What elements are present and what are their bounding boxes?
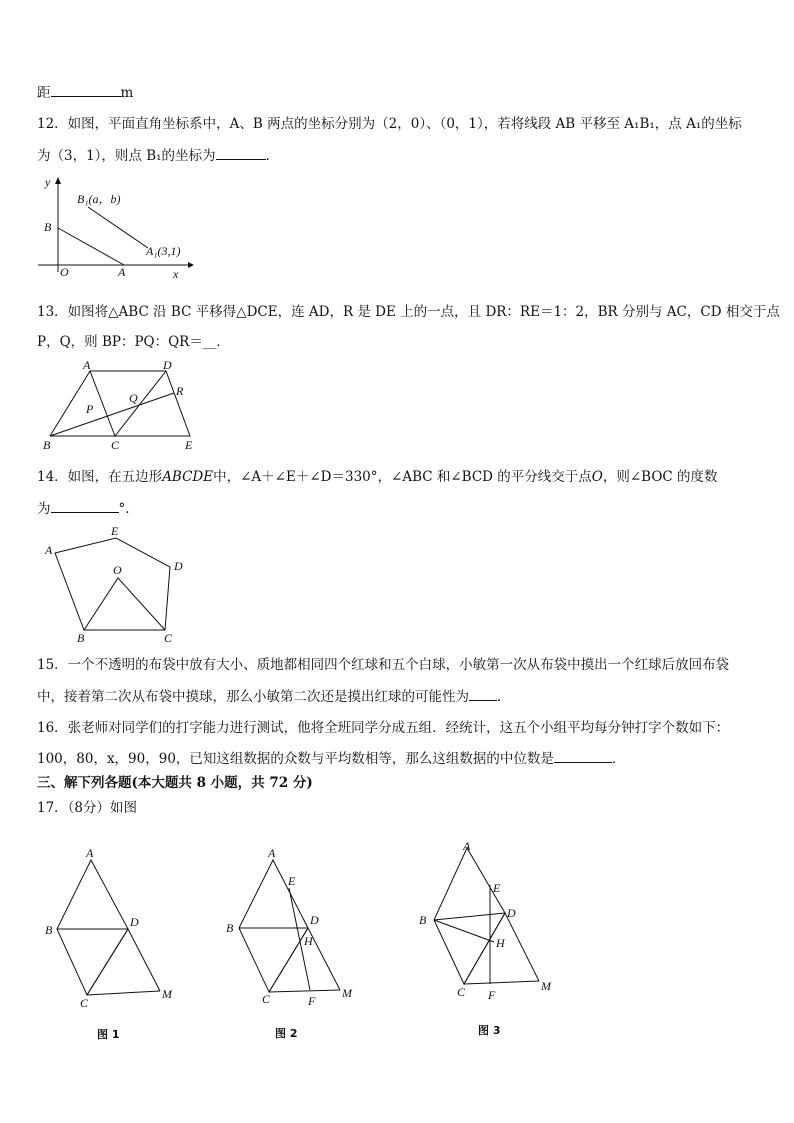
q15-line2-end: ．: [497, 689, 511, 705]
pentagon-name: ABCDE: [162, 469, 214, 485]
point-f-label: F: [488, 988, 496, 1002]
q16-line2-end: ．: [611, 751, 626, 767]
q12-line2-text: 为（3，1），则点 B₁的坐标为: [37, 148, 216, 164]
q17-figure-1: [40, 845, 190, 1045]
q13-line1: 13．如图将△ABC 沿 BC 平移得△DCE，连 AD，R 是 DE 上的一点，且 DR：RE＝1：2，BR 分别与 AC，CD 相交于点: [37, 304, 780, 320]
q12-line2: [37, 145, 279, 166]
point-e-label: E: [185, 438, 193, 452]
point-b-label: B: [45, 923, 53, 937]
q14-line2: [37, 498, 130, 519]
point-m-label: M: [162, 987, 172, 1001]
axis-y-label: y: [45, 175, 51, 189]
q16-line2-text: 100，80，x，90，90，已知这组数据的众数与平均数相等，那么这组数据的中位数是: [37, 751, 554, 767]
point-e-label: E: [288, 874, 296, 888]
section-heading: 三、解下列各题(本大题共 8 小题，共 72 分): [37, 775, 313, 791]
point-b-label: B: [226, 921, 234, 935]
point-b-label: B: [43, 438, 51, 452]
q13-line2: P，Q，则 BP：PQ：QR＝__．: [37, 334, 230, 350]
point-b1-label: B₁(a，b): [77, 192, 121, 206]
point-a-label: A: [83, 358, 91, 372]
point-r-label: R: [176, 384, 184, 398]
point-d-label: D: [163, 358, 172, 372]
q17-figure-3: [412, 838, 572, 1038]
point-a-label: A: [86, 846, 94, 860]
q12-line1: 12．如图，平面直角坐标系中，A、B 两点的坐标分别为（2，0）、（0，1），若将线段 AB 平移至 A₁B₁，点 A₁的坐标: [37, 116, 742, 132]
point-b-label: B: [77, 631, 85, 645]
axis-x-label: x: [173, 267, 179, 281]
q16-line2: [37, 748, 625, 769]
q15-line1: 15．一个不透明的布袋中放有大小、质地都相同四个红球和五个白球，小敏第一次从布袋中摸出一个红球后放回布袋: [37, 657, 730, 673]
q13-figure: [38, 358, 208, 453]
origin-label: O: [60, 265, 69, 279]
q17-head: 17．（8分）如图: [37, 800, 138, 816]
q14-line2-end: °.: [118, 501, 130, 517]
q14-line2-text: 为: [37, 501, 51, 517]
q12-figure: [30, 172, 200, 282]
q11-line: [37, 82, 133, 103]
point-e-label: E: [111, 524, 119, 538]
answer-blank: [554, 748, 612, 763]
point-o-label: O: [113, 563, 122, 577]
point-d-label: D: [310, 913, 319, 927]
point-a1-label: A₁(3,1): [146, 244, 181, 258]
q14-text-a: 14．如图，在五边形: [37, 469, 163, 485]
q11-suffix: m: [120, 85, 134, 101]
q15-line2-text: 中，接着第二次从布袋中摸球，那么小敏第二次还是摸出红球的可能性为: [37, 689, 469, 705]
q17-figure-2: [222, 845, 372, 1045]
q11-prefix: 距: [37, 85, 51, 101]
point-d-label: D: [174, 559, 183, 573]
point-b-label: B: [419, 913, 427, 927]
point-m-label: M: [541, 979, 551, 993]
point-p-label: P: [86, 402, 94, 416]
q14-text-b: 中，∠A＋∠E＋∠D＝330°，∠ABC 和∠BCD 的平分线交于点: [213, 469, 592, 485]
q12-line2-end: ．: [265, 148, 280, 164]
point-a-label: A: [268, 846, 276, 860]
point-o-name: O: [591, 469, 603, 485]
point-c-label: C: [262, 992, 271, 1006]
figure-caption: 图 2: [275, 1027, 298, 1040]
answer-blank: [51, 498, 119, 513]
point-m-label: M: [342, 986, 352, 1000]
figure-caption: 图 3: [478, 1024, 501, 1037]
point-a-label: A: [118, 265, 126, 279]
answer-blank: [216, 145, 266, 160]
point-c-label: C: [457, 985, 466, 999]
point-b-label: B: [44, 220, 52, 234]
point-f-label: F: [308, 994, 316, 1008]
answer-blank: [51, 82, 121, 97]
point-c-label: C: [80, 996, 89, 1010]
point-c-label: C: [111, 438, 120, 452]
q14-figure: [40, 520, 190, 645]
point-a-label: A: [463, 839, 471, 853]
point-c-label: C: [164, 631, 173, 645]
q14-line1: [37, 467, 718, 487]
q14-text-c: ，则∠BOC 的度数: [602, 469, 718, 485]
q15-line2: [37, 686, 511, 707]
point-a-label: A: [45, 543, 53, 557]
figure-caption: 图 1: [97, 1028, 120, 1041]
answer-blank: [469, 686, 497, 701]
point-h-label: H: [304, 934, 313, 948]
point-d-label: D: [130, 915, 139, 929]
point-d-label: D: [507, 906, 516, 920]
point-h-label: H: [496, 936, 505, 950]
point-e-label: E: [493, 881, 501, 895]
q16-line1: 16．张老师对同学们的打字能力进行测试，他将全班同学分成五组．经统计，这五个小组平均每分钟打字个数如下：: [37, 720, 730, 736]
point-q-label: Q: [129, 391, 138, 405]
